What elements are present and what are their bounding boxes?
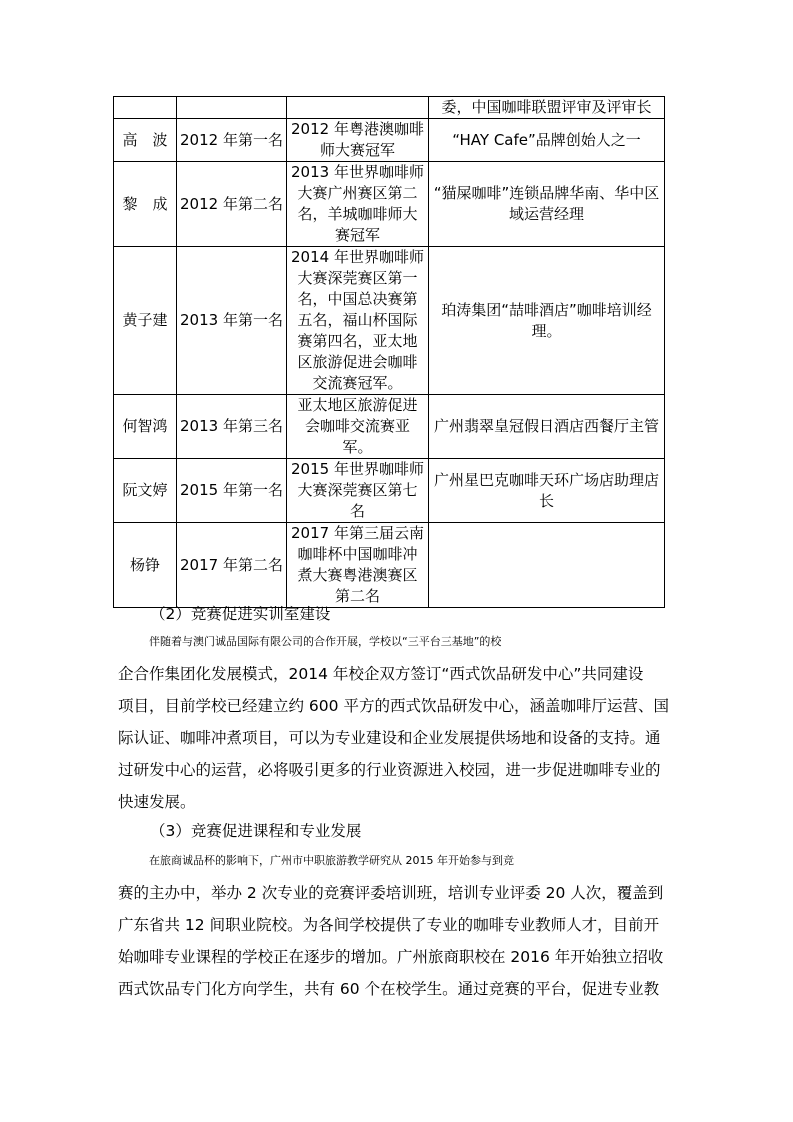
position-cell: 珀涛集团“喆啡酒店”咖啡培训经理。 bbox=[429, 247, 665, 395]
paragraph-line: 在旅商诚品杯的影响下，广州市中职旅游教学研究从 2015 年开始参与到竞 bbox=[149, 854, 514, 867]
name-cell: 杨铮 bbox=[114, 523, 177, 608]
position-cell bbox=[429, 523, 665, 608]
rank-cell: 2013 年第一名 bbox=[177, 247, 287, 395]
name-cell: 阮文婷 bbox=[114, 459, 177, 523]
paragraph-line: 过研发中心的运营，必将吸引更多的行业资源进入校园，进一步促进咖啡专业的 bbox=[118, 761, 661, 779]
position-cell: 广州翡翠皇冠假日酒店西餐厅主管 bbox=[429, 395, 665, 459]
paragraph-line: 快速发展。 bbox=[118, 793, 196, 811]
paragraph-line: 始咖啡专业课程的学校正在逐步的增加。广州旅商职校在 2016 年开始独立招收 bbox=[118, 948, 664, 966]
award-cell: 2013 年世界咖啡师大赛广州赛区第二名，羊城咖啡师大赛冠军 bbox=[287, 162, 429, 247]
table-row bbox=[114, 119, 665, 162]
name-cell: 何智鸿 bbox=[114, 395, 177, 459]
rank-cell: 2017 年第二名 bbox=[177, 523, 287, 608]
table-row bbox=[114, 395, 665, 459]
paragraph-line: 项目，目前学校已经建立约 600 平方的西式饮品研发中心，涵盖咖啡厅运营、国 bbox=[118, 697, 669, 715]
paragraph-line: 际认证、咖啡冲煮项目，可以为专业建设和企业发展提供场地和设备的支持。通 bbox=[118, 729, 661, 747]
award-cell bbox=[287, 97, 429, 119]
table-row bbox=[114, 523, 665, 608]
position-cell: 委，中国咖啡联盟评审及评审长 bbox=[429, 97, 665, 119]
rank-cell: 2015 年第一名 bbox=[177, 459, 287, 523]
position-cell: “猫屎咖啡”连锁品牌华南、华中区域运营经理 bbox=[429, 162, 665, 247]
rank-cell: 2012 年第二名 bbox=[177, 162, 287, 247]
rank-cell: 2013 年第三名 bbox=[177, 395, 287, 459]
rank-cell bbox=[177, 97, 287, 119]
name-cell bbox=[114, 97, 177, 119]
paragraph-line: 西式饮品专门化方向学生，共有 60 个在校学生。通过竞赛的平台，促进专业教 bbox=[118, 980, 660, 998]
position-cell: “HAY Cafe”品牌创始人之一 bbox=[429, 119, 665, 162]
table-row bbox=[114, 97, 665, 119]
section-2-paragraph bbox=[118, 626, 678, 818]
paragraph-line: 伴随着与澳门诚品国际有限公司的合作开展，学校以“三平台三基地”的校 bbox=[149, 635, 502, 648]
section-3-paragraph bbox=[118, 845, 678, 1005]
award-cell: 2015 年世界咖啡师大赛深莞赛区第七名 bbox=[287, 459, 429, 523]
award-cell: 2012 年粤港澳咖啡师大赛冠军 bbox=[287, 119, 429, 162]
table-row bbox=[114, 247, 665, 395]
paragraph-line: 赛的主办中，举办 2 次专业的竞赛评委培训班，培训专业评委 20 人次，覆盖到 bbox=[118, 884, 664, 902]
name-cell: 黄子建 bbox=[114, 247, 177, 395]
winners-table bbox=[113, 96, 665, 608]
award-cell: 2014 年世界咖啡师大赛深莞赛区第一名，中国总决赛第五名，福山杯国际赛第四名，亚太地区旅游促进会咖啡交流赛冠军。 bbox=[287, 247, 429, 395]
name-cell: 高 波 bbox=[114, 119, 177, 162]
table-row bbox=[114, 162, 665, 247]
table-row bbox=[114, 459, 665, 523]
award-cell: 亚太地区旅游促进会咖啡交流赛亚军。 bbox=[287, 395, 429, 459]
name-cell: 黎 成 bbox=[114, 162, 177, 247]
award-cell: 2017 年第三届云南咖啡杯中国咖啡冲煮大赛粤港澳赛区第二名 bbox=[287, 523, 429, 608]
section-2-heading: （2）竞赛促进实训室建设 bbox=[150, 605, 331, 623]
position-cell: 广州星巴克咖啡天环广场店助理店长 bbox=[429, 459, 665, 523]
paragraph-line: 企合作集团化发展模式，2014 年校企双方签订“西式饮品研发中心”共同建设 bbox=[118, 665, 644, 683]
rank-cell: 2012 年第一名 bbox=[177, 119, 287, 162]
section-3-heading: （3）竞赛促进课程和专业发展 bbox=[150, 822, 362, 840]
paragraph-line: 广东省共 12 间职业院校。为各间学校提供了专业的咖啡专业教师人才，目前开 bbox=[118, 916, 660, 934]
